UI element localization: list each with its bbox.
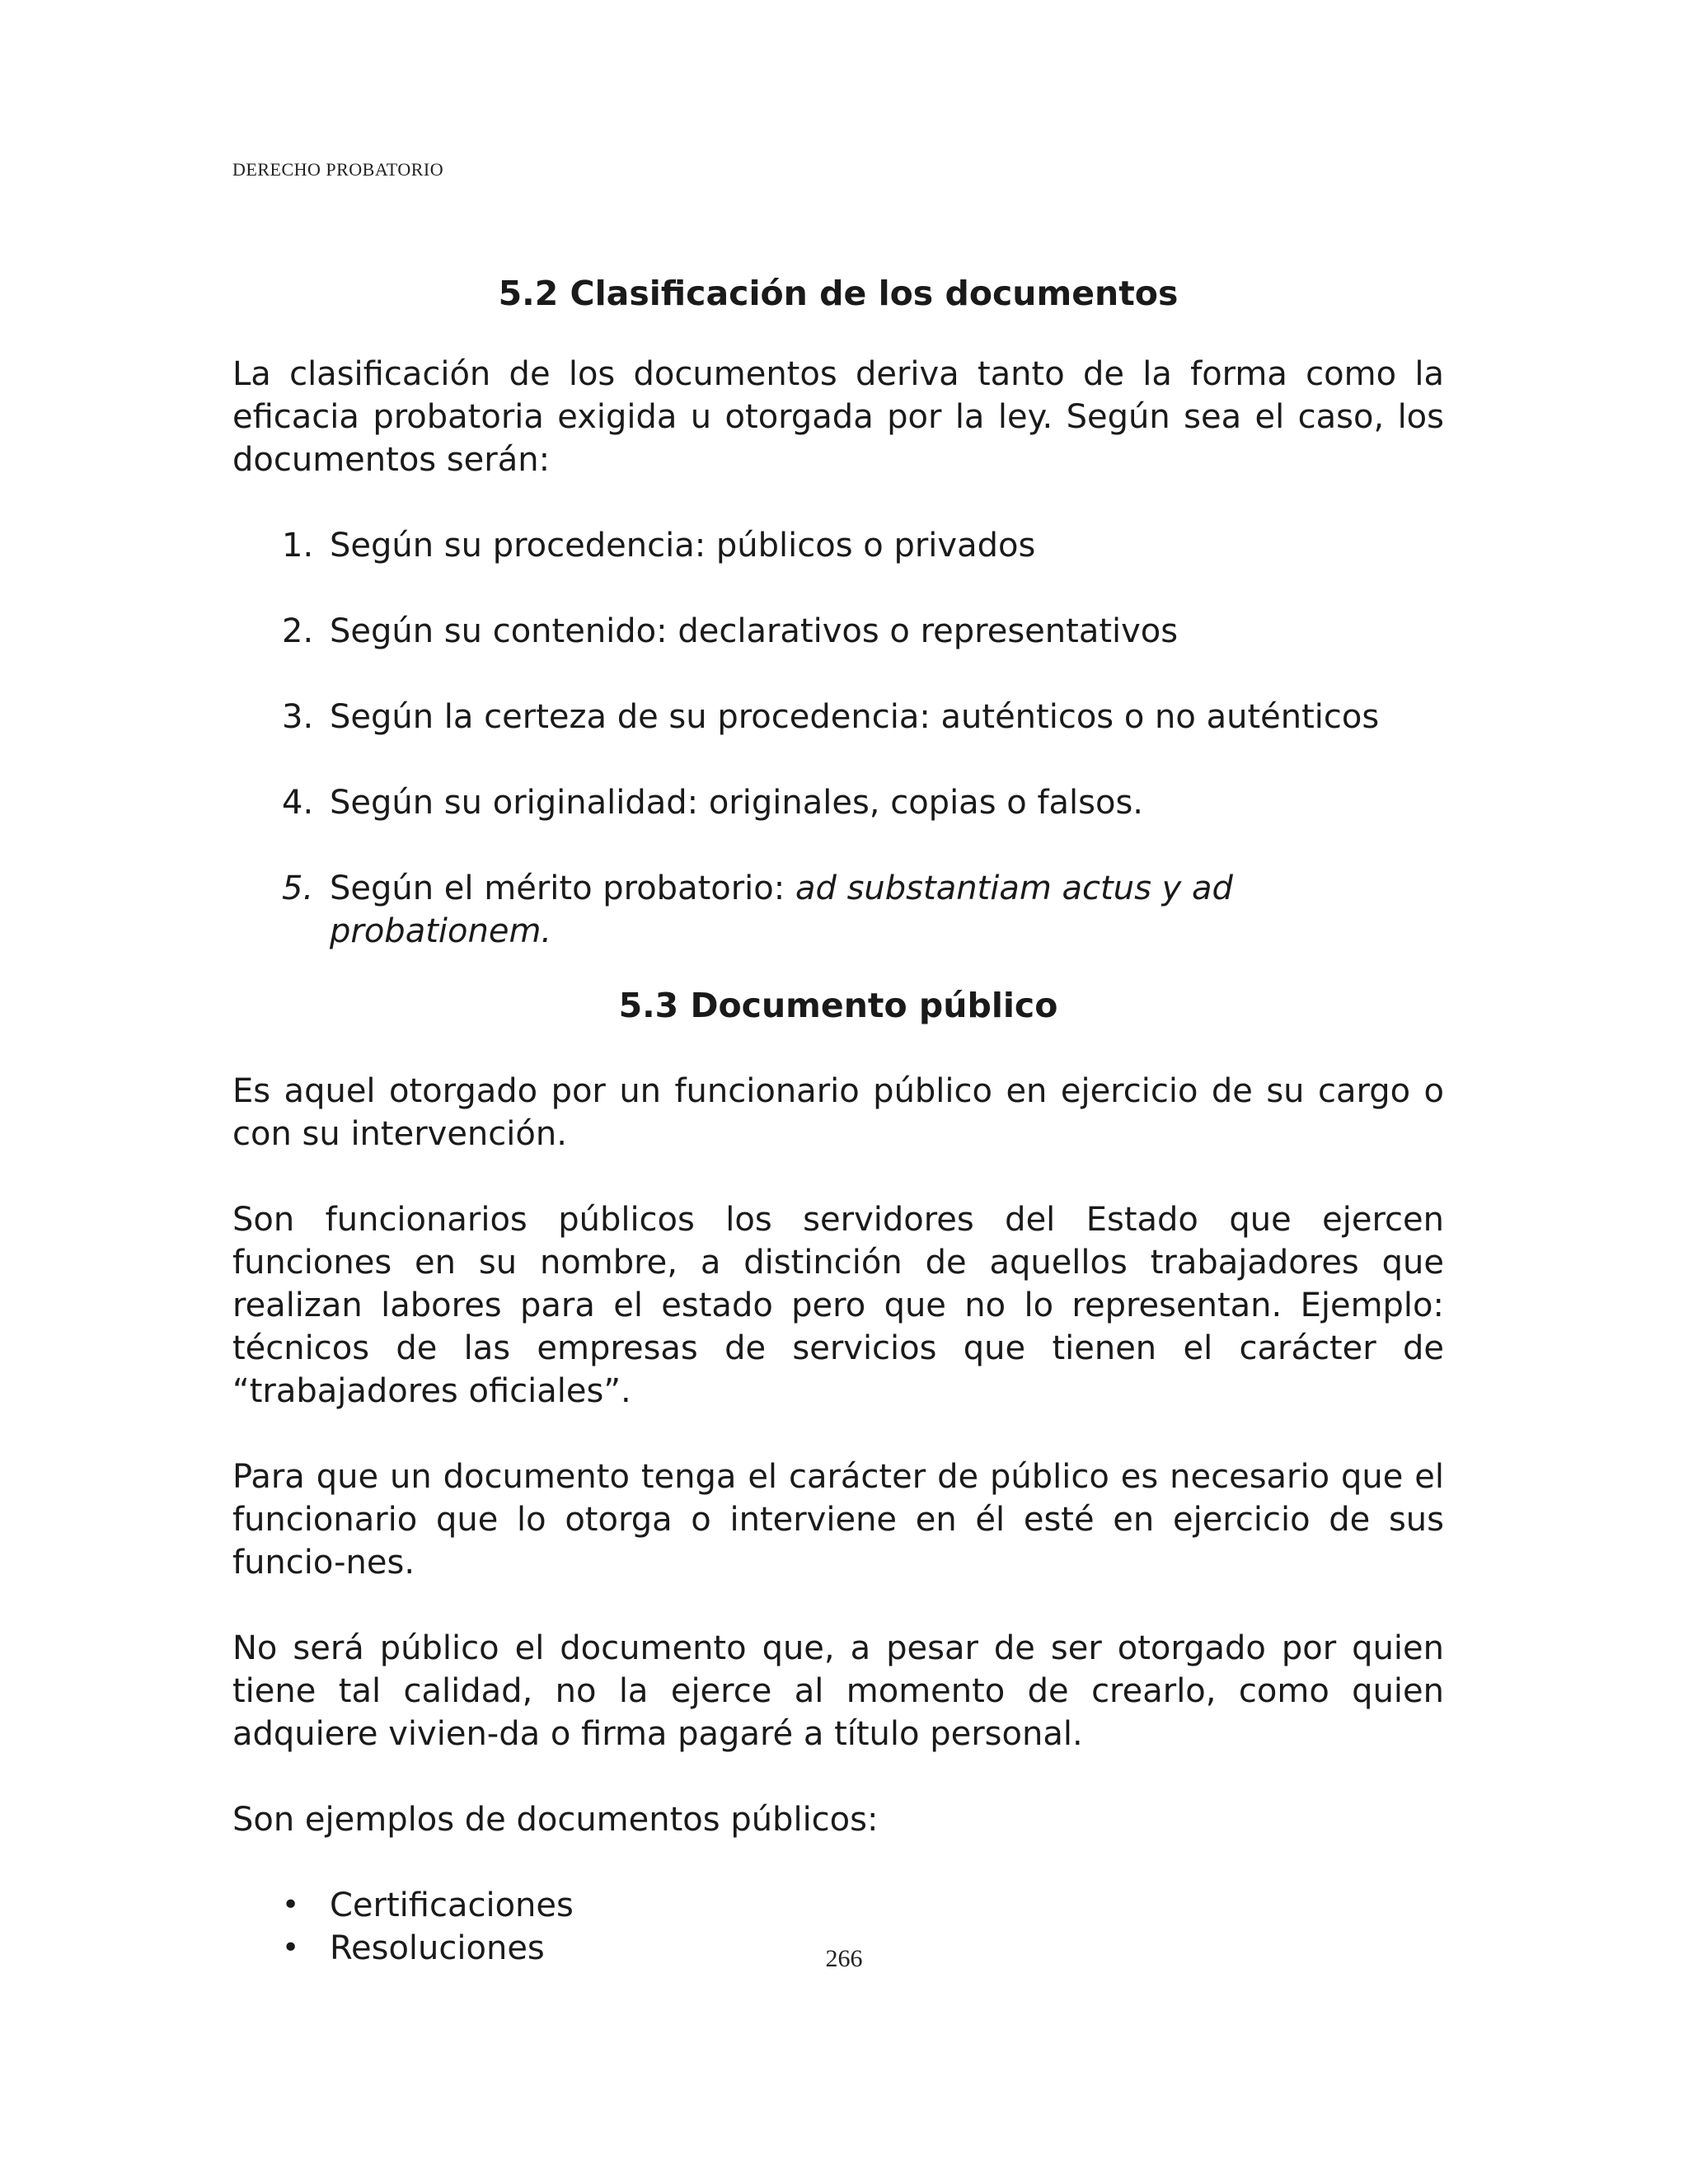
list-item-text: Según su originalidad: originales, copias o falsos.: [330, 784, 1144, 822]
body-paragraph: Para que un documento tenga el carácter de público es necesario que el funcionario que lo otorga o interviene en él esté en ejercicio de sus funcio-nes.: [232, 1458, 1444, 1582]
section-heading-5-3: 5.3 Documento público: [618, 986, 1058, 1025]
list-item: [282, 1884, 1444, 1927]
body-paragraph: Es aquel otorgado por un funcionario público en ejercicio de su cargo o con su intervención.: [232, 1072, 1444, 1153]
bullet-icon: •: [282, 1888, 300, 1922]
bullet-icon: •: [282, 1931, 300, 1965]
section-heading-5-2: 5.2 Clasificación de los documentos: [498, 274, 1179, 313]
list-item: [282, 524, 1444, 567]
list-item-number: 2.: [282, 612, 314, 650]
classification-list: [282, 524, 1444, 953]
list-item: [282, 696, 1444, 738]
list-item-text: Según su contenido: declarativos o representativos: [330, 612, 1179, 650]
list-item: [282, 781, 1444, 824]
body-paragraph: Son ejemplos de documentos públicos:: [232, 1801, 879, 1839]
body-paragraph: Son funcionarios públicos los servidores del Estado que ejercen funciones en su nombre, a distinción de aquellos trabajadores que realizan labores para el estado pero que no lo representan. Ejemplo: técnicos de las empresas de servicios que tienen el carácter de “trabajadores oficiales”.: [232, 1201, 1444, 1410]
page-content: [232, 272, 1444, 1970]
list-item-text-latin: ad substantiam actus y ad probationem.: [330, 869, 1233, 950]
list-item-text: Resoluciones: [330, 1929, 545, 1967]
running-header: DERECHO PROBATORIO: [232, 159, 444, 180]
list-item-number: 4.: [282, 784, 314, 822]
list-item-text: Según la certeza de su procedencia: auténticos o no auténticos: [330, 698, 1380, 736]
list-item: [282, 610, 1444, 653]
intro-paragraph: La clasificación de los documentos deriva tanto de la forma como la eficacia probatoria exigida u otorgada por la ley. Según sea el caso, los documentos serán:: [232, 355, 1444, 479]
list-item-number: 3.: [282, 698, 314, 736]
list-item-text: Según su procedencia: públicos o privados: [330, 527, 1036, 565]
list-item-text-plain: Según el mérito probatorio:: [330, 869, 795, 907]
list-item-text: Certificaciones: [330, 1886, 574, 1924]
list-item-number: 1.: [282, 527, 314, 565]
list-item-text: [330, 867, 1444, 953]
body-paragraph: No será público el documento que, a pesar de ser otorgado por quien tiene tal calidad, no la ejerce al momento de crearlo, como quien adquiere vivien-da o firma pagaré a título personal.: [232, 1629, 1444, 1753]
list-item-number: 5.: [282, 869, 314, 907]
page-number: 266: [825, 1945, 863, 1972]
list-item: [282, 867, 1444, 953]
